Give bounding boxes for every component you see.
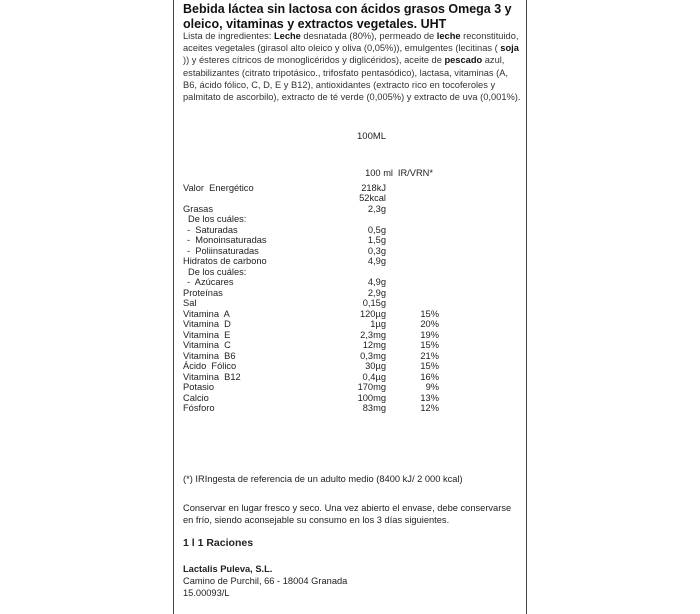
nutrient-value: 100mg: [357, 392, 386, 403]
nutrition-row: [183, 319, 503, 330]
company-name: Lactalis Puleva, S.L.: [183, 564, 273, 574]
nutrient-name: De los cuáles:: [188, 214, 247, 224]
nutrient-name: Ácido Fólico: [183, 361, 237, 371]
nutrition-header-row: [183, 168, 503, 179]
nutrient-value: 12mg: [362, 340, 386, 350]
nutrient-name: Valor Energético: [183, 182, 254, 193]
ingredients-text: )) y ésteres cítricos de monoglicéridos y diglicéridos), aceite de: [183, 55, 445, 66]
nutrient-value: 4,9g: [367, 256, 386, 266]
nutrition-row: [183, 246, 503, 257]
nutrition-row: [183, 309, 503, 320]
nutrient-rvn: 15%: [420, 308, 439, 319]
company-block: [183, 563, 347, 600]
nutrition-row: [183, 267, 503, 278]
ingredients-text: azul, estabilizantes (citrato tripotásico., trifosfato pentasódico), lactasa, vitaminas (A, B6, ácido fólico, C, D, E y B12), antioxidantes (extracto rico en tocoferoles y palmitato de ascorbilo), extracto de té verde (0,005%) y extracto de uva (0,001%).: [183, 55, 521, 103]
nutrient-value: 83mg: [362, 403, 386, 413]
nutrient-rvn: 15%: [420, 340, 439, 350]
nutrient-name: - Azúcares: [187, 277, 234, 287]
nutrient-name: Calcio: [183, 392, 209, 403]
nutrient-name: Vitamina C: [183, 340, 231, 350]
nutrition-row: [183, 372, 503, 383]
nutrient-rvn: 15%: [420, 361, 439, 371]
nutrition-row: [183, 361, 503, 372]
nutrient-name: Sal: [183, 298, 197, 308]
nutrition-row: [183, 330, 503, 341]
nutrition-row: [183, 382, 503, 393]
nutrient-name: Vitamina B6: [183, 350, 236, 361]
storage-instructions: Conservar en lugar fresco y seco. Una vez abierto el envase, debe conservarse en frío, siendo aconsejable su consumo en los 3 días siguientes.: [183, 503, 512, 526]
nutrient-name: Vitamina A: [183, 308, 230, 319]
nutrient-value: 2,9g: [367, 287, 386, 298]
product-title: Bebida láctea sin lactosa con ácidos grasos Omega 3 y oleico, vitaminas y extractos vegetales. UHT: [183, 2, 512, 31]
nutrient-name: Vitamina B12: [183, 371, 241, 382]
nutrient-name: Hidratos de carbono: [183, 256, 267, 266]
nutrient-name: Vitamina E: [183, 329, 231, 340]
nutrient-rvn: 13%: [420, 392, 439, 403]
nutrient-name: Fósforo: [183, 403, 215, 413]
nutrient-name: - Poliinsaturadas: [187, 245, 259, 256]
nutrient-rvn: 19%: [420, 329, 439, 340]
nutrient-value: 52kcal: [359, 193, 386, 203]
reference-footnote: (*) IRIngesta de referencia de un adulto medio (8400 kJ/ 2 000 kcal): [183, 474, 463, 484]
nutrition-row: [183, 403, 503, 414]
company-address: Camino de Purchil, 66 - 18004 Granada: [183, 576, 348, 587]
nutrition-row: [183, 193, 503, 204]
nutrition-row: [183, 225, 503, 236]
nutrition-row: [183, 351, 503, 362]
nutrient-value: 2,3mg: [360, 329, 386, 340]
nutrition-row: [183, 204, 503, 215]
nutrition-table: [183, 168, 503, 414]
nutrition-row: [183, 235, 503, 246]
nutrient-value: 2,3g: [367, 203, 386, 214]
nutrition-row: [183, 214, 503, 225]
nutrient-rvn: 20%: [420, 319, 439, 329]
company-registry: 15.00093/L: [183, 588, 230, 599]
nutrition-row: [183, 298, 503, 309]
allergen-highlight: leche: [436, 31, 461, 41]
nutrient-value: 170mg: [357, 382, 386, 392]
nutrition-row: [183, 340, 503, 351]
ingredients-text: reconstituido, aceites vegetales (girasol alto oleico y oliva (0,05%)), emulgentes (lecitinas (: [183, 31, 519, 54]
column-header-value: 100 ml: [365, 168, 393, 178]
nutrient-rvn: 12%: [420, 403, 439, 413]
nutrition-row: [183, 183, 503, 194]
allergen-highlight: pescado: [444, 55, 483, 66]
nutrient-value: 1µg: [370, 319, 386, 329]
allergen-highlight: soja: [500, 43, 519, 54]
column-header-rvn: IR/VRN*: [397, 168, 433, 178]
ingredients-text: Lista de ingredientes:: [183, 31, 274, 41]
nutrient-name: De los cuáles:: [188, 266, 247, 277]
product-label-card: [173, 0, 527, 614]
nutrient-rvn: 16%: [420, 371, 439, 382]
nutrient-value: 0,3g: [367, 245, 386, 256]
nutrition-row: [183, 256, 503, 267]
nutrient-value: 0,15g: [362, 298, 386, 308]
ingredients-text: desnatada (80%), permeado de: [300, 31, 437, 41]
nutrition-row: [183, 288, 503, 299]
nutrient-name: Potasio: [183, 382, 215, 392]
servings-info: 1 l 1 Raciones: [183, 537, 254, 549]
portion-title: 100ML: [357, 131, 387, 142]
nutrient-value: 120µg: [359, 308, 386, 319]
nutrient-name: - Saturadas: [187, 224, 238, 235]
nutrient-name: Proteínas: [183, 287, 223, 298]
nutrient-value: 1,5g: [367, 235, 386, 245]
nutrient-name: - Monoinsaturadas: [187, 235, 267, 245]
ingredients-list: [183, 30, 521, 103]
nutrient-name: Grasas: [183, 203, 213, 214]
nutrient-rvn: 9%: [425, 382, 439, 392]
nutrient-rvn: 21%: [420, 350, 439, 361]
nutrient-value: 218kJ: [361, 182, 386, 193]
nutrient-value: 0,5g: [367, 224, 386, 235]
allergen-highlight: Leche: [273, 31, 301, 41]
nutrition-row: [183, 393, 503, 404]
nutrient-value: 4,9g: [367, 277, 386, 287]
nutrient-value: 0,3mg: [360, 350, 386, 361]
nutrient-name: Vitamina D: [183, 319, 231, 329]
nutrient-value: 0,4µg: [362, 371, 386, 382]
nutrient-value: 30µg: [365, 361, 386, 371]
nutrition-row: [183, 277, 503, 288]
